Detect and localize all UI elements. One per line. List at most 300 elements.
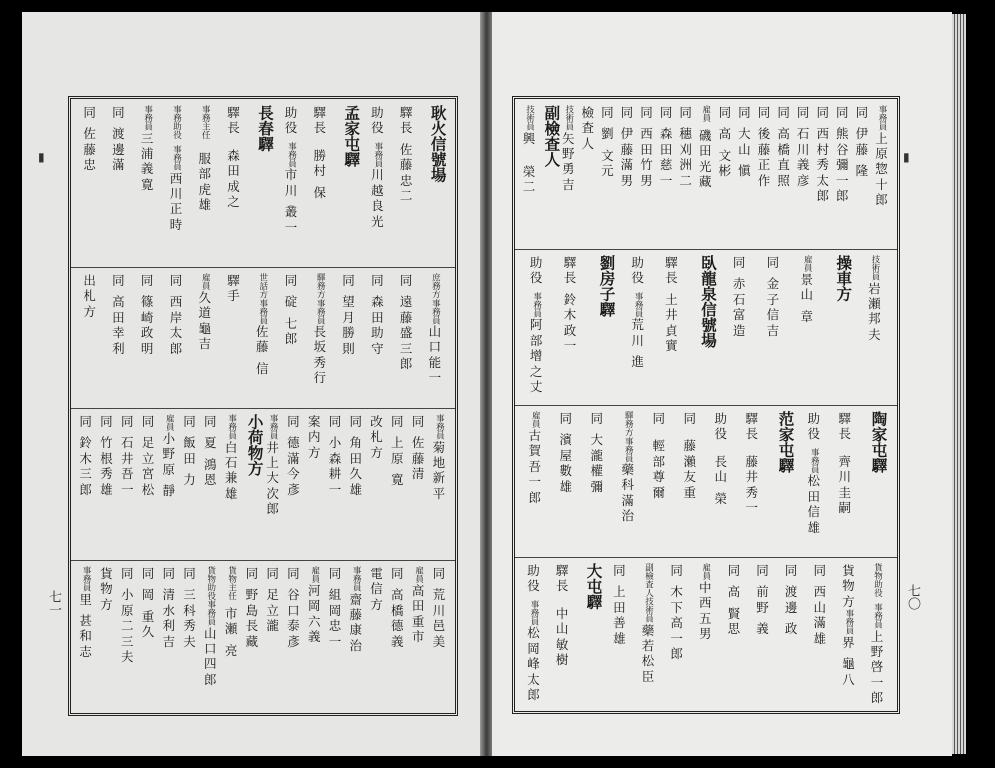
entry-text: 高 <box>727 584 741 600</box>
entry-text: 小 <box>162 431 176 446</box>
entry-text: 愼 <box>738 163 751 179</box>
staff-entry-column <box>679 105 692 188</box>
entry-text: 郎 <box>284 331 298 347</box>
staff-entry-column <box>591 411 604 494</box>
entry-text: 森 <box>227 147 240 163</box>
entry-text: 重 <box>411 613 425 629</box>
entry-text: 久 <box>198 290 211 305</box>
right-folio: 七〇 <box>905 584 920 610</box>
entry-text: 藤 <box>399 157 413 173</box>
entry-text: 科 <box>621 477 635 493</box>
staff-entry-column <box>285 273 298 347</box>
entry-text: 啓 <box>870 659 884 675</box>
entry-text: 峰 <box>527 656 540 672</box>
entry-text: 郎 <box>79 481 92 497</box>
entry-text: 役 <box>807 426 821 442</box>
entry-text: 雄 <box>198 197 211 213</box>
entry-text: 小 <box>328 435 342 451</box>
staff-entry-column <box>308 566 321 645</box>
entry-text: 方 <box>842 593 855 609</box>
entry-text: 雄 <box>613 630 626 646</box>
entry-text: 水 <box>162 602 176 618</box>
entry-text: 古 <box>528 428 542 443</box>
entry-text: 同 <box>559 411 573 426</box>
page-edges <box>952 14 966 754</box>
entry-text: 山 <box>714 469 728 485</box>
staff-entry-column <box>287 414 300 497</box>
entry-text: 技術員 <box>643 597 654 623</box>
entry-text: 阿 <box>529 317 543 333</box>
entry-text: 前 <box>756 584 769 600</box>
entry-text: 藤 <box>855 141 869 157</box>
entry-text: 雇員 <box>700 105 711 122</box>
right-staff-table <box>512 96 900 714</box>
entry-text: 道 <box>198 305 211 321</box>
entry-text: 西 <box>640 126 653 142</box>
entry-text: 郎 <box>836 188 849 204</box>
entry-text: 同 <box>391 566 404 581</box>
entry-text: 寛 <box>140 176 154 192</box>
entry-text: 同 <box>679 105 692 120</box>
staff-entry-column <box>613 563 626 646</box>
entry-text: 荒 <box>432 587 446 603</box>
entry-text: 良 <box>371 198 384 214</box>
entry-text: 雄 <box>813 630 826 646</box>
entry-text: 藤 <box>411 450 425 466</box>
entry-text: 志 <box>79 643 92 659</box>
station-heading <box>429 105 447 183</box>
staff-entry-column <box>642 563 655 684</box>
entry-text: 秀 <box>313 354 327 370</box>
entry-text: 驛 <box>665 255 678 270</box>
entry-text: 同 <box>120 414 134 429</box>
entry-text: 助 <box>807 411 821 426</box>
staff-entry-column <box>699 105 712 190</box>
entry-text: 二 <box>522 179 536 195</box>
entry-text: 川 <box>631 332 644 348</box>
entry-text: 助 <box>371 105 384 120</box>
entry-text: 同 <box>391 414 404 429</box>
entry-text: 技術員 <box>524 105 535 131</box>
entry-text: 同 <box>601 105 614 120</box>
entry-text: 方 <box>370 596 383 612</box>
staff-entry-column <box>412 566 425 645</box>
staff-entry-column <box>246 566 259 649</box>
entry-text: 上 <box>870 628 884 644</box>
entry-text: 事務員 <box>876 105 887 131</box>
entry-text: 事務員 <box>205 600 216 626</box>
entry-text: 助 <box>714 411 728 426</box>
entry-text: 技術員 <box>869 255 880 281</box>
entry-text: 利 <box>162 618 176 634</box>
entry-text: 小荷物方 <box>245 414 265 476</box>
staff-entry-column <box>562 105 575 192</box>
entry-text: 野 <box>756 599 769 615</box>
left-staff-table <box>68 96 458 716</box>
staff-entry-column <box>797 105 810 188</box>
entry-text: 菊 <box>432 439 446 455</box>
entry-text: 一 <box>836 172 849 188</box>
staff-entry-column <box>808 411 821 535</box>
entry-text: 邊 <box>112 141 125 157</box>
entry-text: 田 <box>411 598 425 614</box>
entry-text: 方 <box>370 444 383 460</box>
entry-text: 貞 <box>665 322 678 338</box>
entry-text: 賀 <box>528 443 542 459</box>
entry-text: 照 <box>777 172 790 188</box>
entry-text: 一 <box>745 500 759 516</box>
entry-text: 郎 <box>527 686 540 702</box>
station-heading <box>585 563 603 610</box>
entry-text: 同 <box>112 105 125 120</box>
entry-text: 同 <box>287 414 300 429</box>
entry-text: 市 <box>284 167 298 183</box>
staff-entry-column <box>733 255 746 338</box>
entry-text: 川 <box>432 602 446 618</box>
entry-text: 一 <box>328 633 342 649</box>
entry-text: 秀 <box>816 157 829 173</box>
entry-text: 荒 <box>631 317 644 333</box>
staff-entry-column <box>746 411 759 515</box>
entry-text: 樹 <box>555 652 569 668</box>
entry-text: 六 <box>307 613 321 629</box>
entry-text: 榮 <box>522 163 536 179</box>
staff-entry-column <box>100 566 113 612</box>
entry-text: 事務員 <box>268 414 279 440</box>
entry-text: 直 <box>777 157 790 173</box>
entry-text: 吾 <box>120 466 134 482</box>
entry-text: 竹 <box>100 435 113 451</box>
staff-entry-column <box>684 411 697 500</box>
entry-text: 同 <box>816 105 829 120</box>
entry-text: 川 <box>371 167 384 183</box>
entry-text: 邑 <box>432 618 446 634</box>
entry-text: 同 <box>183 566 196 581</box>
entry-text: 田 <box>807 488 821 504</box>
entry-text: 案 <box>307 414 321 429</box>
entry-text: 方 <box>83 303 96 319</box>
entry-text: 叢 <box>284 204 298 220</box>
staff-entry-column <box>79 414 92 497</box>
entry-text: 增 <box>529 348 543 364</box>
entry-text: 吉 <box>162 633 176 649</box>
entry-text: 藤 <box>256 339 269 355</box>
entry-text: 同 <box>659 105 673 120</box>
entry-text: 同 <box>613 563 626 578</box>
staff-entry-column <box>170 105 183 232</box>
entry-text: 同 <box>766 255 780 270</box>
entry-text: 西 <box>169 294 183 310</box>
entry-text: 高 <box>718 126 732 142</box>
staff-entry-column <box>670 563 683 661</box>
entry-text: 郎 <box>528 489 542 505</box>
entry-text: 足 <box>266 587 279 603</box>
staff-entry-column <box>400 105 413 203</box>
entry-text: 隆 <box>855 163 869 179</box>
entry-text: 尊 <box>652 469 666 485</box>
entry-text: 勝 <box>342 325 355 341</box>
staff-entry-column <box>204 414 217 488</box>
entry-text: 貨物助役 <box>205 566 216 600</box>
staff-entry-column <box>83 273 96 319</box>
entry-text: 岸 <box>169 309 183 325</box>
entry-text: 郎 <box>816 188 829 204</box>
entry-text: 同 <box>245 566 259 581</box>
entry-text: 彥 <box>287 633 300 649</box>
entry-text: 松 <box>641 653 655 669</box>
entry-text: 忠 <box>328 618 342 634</box>
entry-text: 同 <box>141 414 155 429</box>
entry-text: 五 <box>699 610 712 626</box>
staff-entry-column <box>142 414 155 497</box>
entry-text: 瀬 <box>868 295 881 311</box>
station-heading <box>777 411 795 473</box>
entry-text: 同 <box>784 563 798 578</box>
entry-text: 同 <box>349 414 363 429</box>
entry-text: 手 <box>227 288 240 304</box>
entry-text: 藥 <box>621 462 635 477</box>
entry-text: 方 <box>100 596 113 612</box>
staff-entry-column <box>665 255 678 353</box>
entry-text: 田 <box>183 450 196 466</box>
entry-text: 一 <box>428 370 442 386</box>
entry-text: 木 <box>79 450 92 466</box>
entry-text: 清 <box>162 587 176 603</box>
entry-text: 雇員 <box>200 273 211 290</box>
entry-text: 行 <box>313 370 327 386</box>
staff-entry-column <box>767 255 780 338</box>
entry-text: 大 <box>266 470 279 486</box>
entry-text: 石 <box>224 454 238 470</box>
staff-entry-column <box>121 414 134 497</box>
entry-text: 久 <box>141 624 155 640</box>
entry-text: 范家屯驛 <box>776 411 796 473</box>
staff-entry-column <box>121 566 134 664</box>
staff-entry-column <box>560 411 573 494</box>
entry-text: 信 <box>766 307 780 323</box>
entry-text: 高 <box>112 294 125 310</box>
entry-text: 高 <box>777 126 790 142</box>
entry-text: 出 <box>83 273 96 288</box>
entry-text: 事務員 <box>142 105 153 131</box>
entry-text: 貨 <box>100 566 113 581</box>
entry-text: 郎 <box>169 340 183 356</box>
entry-text: 内 <box>307 429 321 445</box>
entry-text: 同 <box>328 414 342 429</box>
entry-text: 光 <box>699 158 712 174</box>
entry-text: 長 <box>399 120 413 136</box>
entry-text: 惣 <box>875 161 888 177</box>
entry-text: 竹 <box>640 157 653 173</box>
entry-text: 勇 <box>561 161 575 177</box>
entry-text: 藤 <box>349 606 363 622</box>
entry-text: 石 <box>796 126 810 142</box>
entry-text: 藤 <box>83 141 96 157</box>
entry-text: 役 <box>527 578 540 594</box>
entry-text: 貨 <box>842 563 855 578</box>
entry-text: 靜 <box>162 483 176 499</box>
entry-text: 義 <box>796 157 810 173</box>
staff-entry-column <box>715 411 728 506</box>
entry-text: 吉 <box>766 322 780 338</box>
entry-text: 川 <box>796 141 810 157</box>
station-heading <box>699 255 717 348</box>
staff-entry-column <box>287 566 300 649</box>
entry-text: 驛 <box>227 273 240 288</box>
entry-text: 雄 <box>349 481 363 497</box>
staff-entry-column <box>875 105 888 208</box>
entry-text: 長 <box>838 426 852 442</box>
entry-text: 十 <box>875 176 888 192</box>
entry-text: 田 <box>371 309 384 325</box>
entry-text: 和 <box>79 628 92 644</box>
entry-text: 事務員 <box>529 599 540 626</box>
staff-entry-column <box>433 566 446 649</box>
entry-text: 部 <box>198 166 211 182</box>
entry-text: 慈 <box>659 157 673 173</box>
staff-entry-column <box>141 105 154 192</box>
entry-text: 男 <box>699 626 712 642</box>
entry-text: 一 <box>659 172 673 188</box>
entry-text: 村 <box>313 163 327 179</box>
staff-entry-column <box>785 563 798 637</box>
entry-text: 市 <box>411 629 425 645</box>
entry-text: 同 <box>836 105 849 120</box>
entry-text: 驛 <box>838 411 852 426</box>
entry-text: 役 <box>631 270 644 286</box>
staff-entry-column <box>227 273 240 346</box>
entry-text: 同 <box>100 414 113 429</box>
entry-text: 丈 <box>529 378 543 394</box>
entry-text: 岡 <box>328 602 342 618</box>
staff-entry-column <box>871 563 884 706</box>
entry-text: 同 <box>855 105 869 120</box>
staff-entry-column <box>183 566 196 649</box>
entry-text: 田 <box>349 450 363 466</box>
entry-text: 耕 <box>328 466 342 482</box>
entry-text: 檢 <box>581 105 595 120</box>
staff-entry-column <box>370 566 383 612</box>
entry-text: 平 <box>432 485 446 501</box>
entry-text: 同 <box>718 105 732 120</box>
entry-text: 久 <box>349 466 363 482</box>
entry-text: 岩 <box>868 280 881 296</box>
entry-text: 一 <box>528 474 542 490</box>
entry-text: 正 <box>757 157 771 173</box>
entry-text: 劉 <box>601 126 614 142</box>
entry-text: 熊 <box>836 126 849 142</box>
entry-text: 長 <box>313 324 327 339</box>
staff-entry-column <box>225 414 238 501</box>
left-folio: 七一 <box>46 590 61 616</box>
entry-text: 信 <box>370 581 383 597</box>
entry-text: 吉 <box>198 336 211 352</box>
entry-text: 齊 <box>838 453 852 469</box>
entry-text: 事務員 <box>843 609 854 635</box>
entry-text: 一 <box>120 481 134 497</box>
entry-text: 寛 <box>391 472 404 488</box>
entry-text: 磯 <box>699 128 712 143</box>
entry-text: 森 <box>371 294 384 310</box>
station-heading <box>246 414 264 476</box>
staff-entry-column <box>100 414 113 497</box>
station-heading <box>870 411 888 473</box>
entry-text: 田 <box>659 141 673 157</box>
entry-text: 邦 <box>868 311 881 327</box>
entry-text: 事務員 <box>809 447 820 474</box>
entry-text: 事務員 <box>633 291 644 318</box>
entry-text: 助 <box>529 255 543 270</box>
entry-text: 彌 <box>836 157 849 173</box>
entry-text: 口 <box>204 640 217 656</box>
entry-text: 新 <box>432 470 446 486</box>
entry-text: 雄 <box>559 478 573 494</box>
entry-text: 同 <box>79 414 92 429</box>
entry-text: 忠 <box>399 172 413 188</box>
entry-text: 役 <box>714 426 728 442</box>
entry-text: 事務主任 <box>200 105 211 139</box>
entry-text: 三 <box>120 633 134 649</box>
entry-text: 野 <box>561 145 575 161</box>
entry-text: 藤 <box>745 453 759 469</box>
entry-text: 原 <box>391 450 404 466</box>
entry-text: 康 <box>349 622 363 638</box>
entry-text: 信 <box>807 504 821 520</box>
entry-text: 夫 <box>868 326 881 342</box>
entry-text: 事務助役 <box>171 105 182 139</box>
entry-text: 治 <box>349 637 363 653</box>
entry-text: 佐 <box>83 126 96 142</box>
entry-text: 一 <box>328 481 342 497</box>
entry-text: 同 <box>83 105 96 120</box>
entry-text: 同 <box>371 273 384 288</box>
entry-text: 力 <box>183 472 196 488</box>
entry-text: 瀧 <box>266 618 279 634</box>
entry-text: 吉 <box>561 176 575 192</box>
entry-text: 實 <box>665 338 678 354</box>
entry-text: 之 <box>529 363 543 379</box>
entry-text: 赤 <box>732 276 746 292</box>
entry-text: 盛 <box>399 325 413 341</box>
staff-entry-column <box>719 105 732 179</box>
entry-text: 雇員 <box>802 255 813 272</box>
entry-text: 事務員 <box>315 298 326 324</box>
entry-text: 松 <box>141 481 155 497</box>
entry-text: 事務員 <box>430 298 441 324</box>
entry-text: 長 <box>313 120 327 136</box>
entry-text: 子 <box>766 291 780 307</box>
entry-text: 西 <box>169 170 183 186</box>
staff-entry-column <box>227 105 240 209</box>
entry-text: 副檢査人 <box>643 563 654 597</box>
entry-text: 數 <box>559 463 573 479</box>
staff-entry-column <box>142 566 155 640</box>
entry-text: 景 <box>800 272 813 287</box>
entry-text: 伊 <box>855 126 869 142</box>
entry-text: 事務員 <box>226 414 237 440</box>
entry-text: 一 <box>284 219 298 235</box>
entry-text: 物 <box>842 578 855 594</box>
station-heading <box>256 105 274 152</box>
entry-text: 孟家屯驛 <box>342 105 362 167</box>
entry-text: 碇 <box>284 294 298 310</box>
staff-entry-column <box>329 566 342 649</box>
entry-text: 八 <box>842 671 855 687</box>
entry-text: 助 <box>284 105 298 120</box>
entry-text: 彥 <box>287 481 300 497</box>
entry-text: 穗 <box>679 126 692 142</box>
staff-entry-column <box>285 105 298 235</box>
